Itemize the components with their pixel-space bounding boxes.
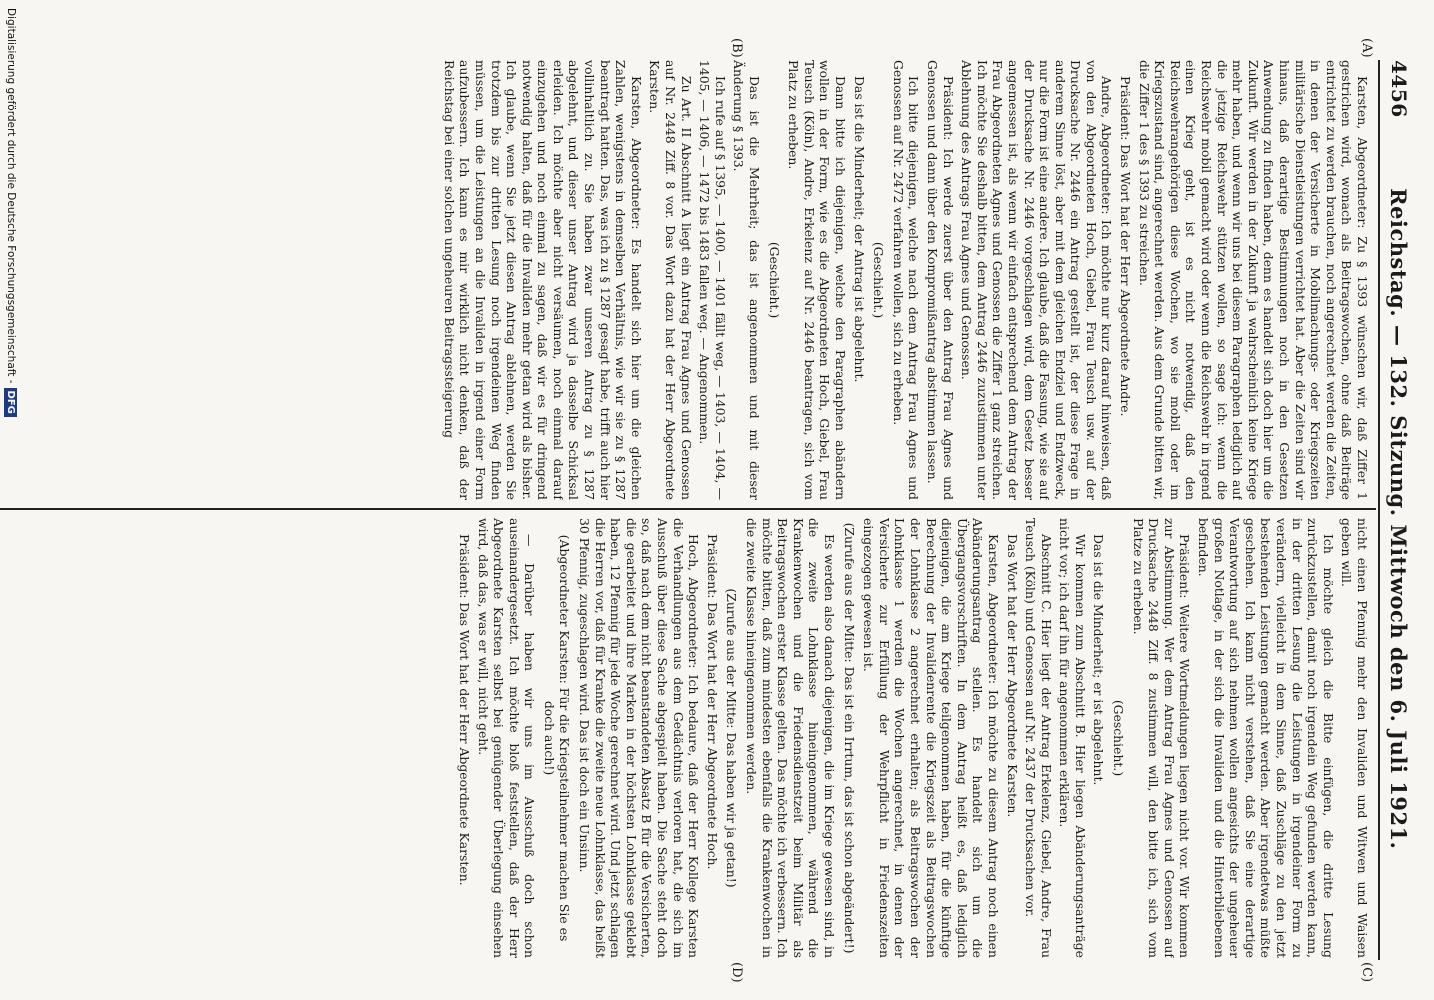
stage-direction: (Zurufe aus der Mitte: Das haben wir ja getan!) [724, 588, 740, 888]
right-text-column [10, 518, 1370, 958]
stage-direction: (Geschieht.) [1111, 699, 1127, 777]
paragraph: Präsident: Das Wort hat der Herr Abgeordnete Andre. [1118, 76, 1134, 417]
paragraph: — Darüber haben wir uns im Ausschuß doch schon auseinandergesetzt. Ich möchte bloß feststellen, daß der Herr Abgeordnete Karsten selbst bei genügender Überlegung einsehen wird, daß das, was er will, nicht geht. [475, 518, 538, 958]
paragraph: Ich rufe auf § 1395, — 1400, — 1401 fällt weg, — 1403, — 1404, — 1405, — 1406, — 1472 bis 1483 fallen weg. — Angenommen. [697, 60, 728, 500]
paragraph: Wir kommen zum Abschnitt B. Hier liegen Abänderungsanträge nicht vor; ich darf ihn für angenommen erklären. [1057, 518, 1088, 958]
paragraph: Andre, Abgeordneter: Ich möchte nur kurz darauf hinweisen, daß von den Abgeordneten Hoch, Giebel, Frau Teusch usw. auf der Drucksache Nr. 2446 ein Antrag gestellt ist, der diese Frage in anderem Sinne löst, aber mit dem gleichen Endziel und Endzweck, nur die Form ist eine andere. Ich glaube, daß die Fassung, wie sie auf der Drucksache Nr. 2446 vorgeschlagen wird, dem Gesetz besser angemessen ist, als wenn wir einfach entsprechend dem Antrag der Frau Abgeordneten Agnes und Genossen die Ziffer 1 ganz streichen. Ich möchte Sie deshalb bitten, dem Antrag 2446 zuzustimmen unter Ablehnung des Antrags Frau Agnes und Genossen. [959, 60, 1115, 500]
page-title: Reichstag. — 132. Sitzung. Mittwoch den 6. Juli 1921. [1386, 188, 1412, 850]
column-divider [0, 508, 1376, 510]
paragraph: Präsident: Ich werde zuerst über den Antrag Frau Agnes und Genossen und dann über den Kompromißantrag abstimmen lassen. [924, 60, 956, 500]
paragraph: nicht einen Pfennig mehr den Invaliden und Witwen und Waisen geben will. [1339, 518, 1370, 958]
margin-marker-b: (B) [729, 38, 744, 58]
digitization-credit [0, 0, 22, 1000]
left-text-column [10, 60, 1370, 500]
stage-direction: (Geschieht.) [766, 241, 782, 319]
page-header [1382, 60, 1416, 960]
margin-marker-a: (A) [1359, 38, 1374, 58]
paragraph: Das ist die Mehrheit; das ist angenommen und mit dieser Änderung § 1393. [731, 60, 763, 500]
paragraph: Hoch, Abgeordneter: Ich bedaure, daß der Herr Kollege Karsten die Verhandlungen aus dem Gedächtnis verloren hat, die sich im Ausschuß über diese Sache abgespielt haben. Die Sache steht doch so, daß nach dem nicht beanstandeten Absatz B für die Versicherten, die gearbeitet und ihre Marken in der höchsten Lohnklasse geklebt haben, 12 Pfennig für jede Woche gerechnet wird. Und jetzt schlagen die Herren vor, daß für Kranke die zweite neue Lohnklasse, das heißt 30 Pfennig, zugeschlagen wird. Das ist doch ein Unsinn. [577, 518, 702, 958]
paragraph: Das Wort hat der Herr Abgeordnete Karsten. [1004, 534, 1020, 818]
paragraph: Das ist die Minderheit; er ist abgelehnt. [1091, 534, 1107, 786]
stage-direction: (Abgeordneter Karsten: Für die Kriegsteilnehmer machen Sie es doch auch!) [541, 534, 573, 942]
margin-marker-d: (D) [729, 962, 744, 983]
paragraph: Ich möchte gleich die Bitte einfügen, die dritte Lesung zurückzustellen, damit noch irgendein Weg gefunden werden kann, in der dritten Lesung die Leistungen in irgendeiner Form zu verändern, vielleicht in dem Sinne, daß Zuschläge zu den jetzt bestehenden Leistungen gemacht werden. Aber irgendetwas müßte geschehen. Ich kann nicht verstehen, daß Sie eine derartige Verantwortung auf sich nehmen wollen angesichts der ungeheuer großen Notlage, in der sich die Invaliden und die Hinterbliebenen befinden. [1196, 518, 1336, 958]
header-rule [1378, 60, 1380, 960]
dfg-logo: DFG [5, 388, 18, 417]
stage-direction: (Geschieht.) [871, 241, 887, 319]
stage-direction: (Zurufe aus der Mitte: Das ist ein Irrtum, das ist schon abgeändert!) [841, 522, 857, 954]
paragraph: Das ist die Minderheit; der Antrag ist abgelehnt. [851, 76, 867, 383]
page-number: 4456 [1387, 60, 1411, 118]
margin-marker-c: (C) [1359, 962, 1374, 983]
paragraph: Präsident: Das Wort hat der Herr Abgeordnete Karsten. [456, 534, 472, 886]
paragraph: Karsten, Abgeordneter: Ich möchte zu diesem Antrag noch einen Abänderungsantrag stellen. Es handelt sich um die Übergangsvorschriften. In dem Antrag heißt es, daß lediglich diejenigen, die am Kriege teilgenommen haben, für die künftige Berechnung der Invalidenrente die Kriegszeit als Beitragswochen der Lohnklasse 2 angerechnet erhalten; als Beitragswochen der Lohnklasse 1 werden die Wochen angerechnet, in denen der Versicherte zur Erfüllung der Wehrpflicht in Friedenszeiten eingezogen gewesen ist. [861, 518, 1001, 958]
paragraph: Karsten, Abgeordneter: Zu § 1393 wünschen wir, daß Ziffer 1 gestrichen wird, wonach als Beitragswochen, ohne daß Beiträge entrichtet zu werden brauchen, noch angerechnet werden die Zeiten, in denen der Versicherte in Mobilmachungs- oder Kriegszeiten militärische Dienstleistungen verrichtet hat. Aber die Zeiten sind wir hinaus, daß derartige Bestimmungen noch in den Gesetzen Anwendung zu finden haben, denn es handelt sich doch hier um die Zukunft. Wir werden in der Zukunft ja wahrscheinlich keine Kriege mehr haben, und wenn wir uns bei diesem Paragraphen lediglich auf die jetzige Reichswehr stützen wollen, so sage ich: wenn die Reichswehr mobil gemacht wird oder wenn die Reichswehr in irgend einen Krieg geht, ist es nicht notwendig, daß den Reichswehrangehörigen diese Wochen, wo sie mobil oder im Kriegszustand sind, angerechnet werden. Aus dem Grunde bitten wir, die Ziffer 1 des § 1393 zu streichen. [1136, 60, 1370, 500]
paragraph: Präsident: Weitere Wortmeldungen liegen nicht vor. Wir kommen zur Abstimmung. Wer dem Antrag Frau Agnes und Genossen auf Drucksache 2448 Ziff. 8 zustimmen will, den bitte ich, sich vom Platze zu erheben. [1130, 518, 1193, 958]
credit-text: Digitalisierung gefördert durch die Deutsche Forschungsgemeinschaft - [5, 8, 17, 384]
paragraph: Es werden also danach diejenigen, die im Kriege gewesen sind, in die zweite Lohnklasse hineingenommen, während die Krankenwochen und die Friedensdienstzeit beim Militär als Beitragswochen erster Klasse gelten. Das möchte ich verbessern. Ich möchte bitten, daß zum mindesten ebenfalls die Krankenwochen in die zweite Klasse hineingenommen werden. [744, 518, 837, 958]
paragraph: Abschnitt C. Hier liegt der Antrag Erkelenz, Giebel, Andre, Frau Teusch (Köln) und Genossen auf Nr. 2437 der Drucksachen vor. [1023, 518, 1054, 958]
paragraph: Präsident: Das Wort hat der Herr Abgeordnete Hoch. [704, 534, 720, 870]
paragraph: Ich bitte diejenigen, welche nach dem Antrag Frau Agnes und Genossen auf Nr. 2472 verfahren wollen, sich zu erheben. [890, 60, 922, 500]
paragraph: Zu Art. II Abschnitt A liegt ein Antrag Frau Agnes und Genossen auf Nr. 2448 Ziff. 8 vor. Das Wort dazu hat der Herr Abgeordnete Karsten. [647, 60, 694, 500]
paragraph: Dann bitte ich diejenigen, welche den Paragraphen abändern wollen in der Form, wie es die Abgeordneten Hoch, Giebel, Frau Teusch (Köln), Andre, Erkelenz auf Nr. 2446 beantragen, sich vom Platz zu erheben. [786, 60, 848, 500]
paragraph: Karsten, Abgeordneter: Es handelt sich hier um die gleichen Zahlen, wenigstens in demselben Verhältnis, wie wir sie zu § 1287 beantragt hatten. Das, was ich zu § 1287 gesagt habe, trifft auch hier vollinhaltlich zu. Sie haben zwar unseren Antrag zu § 1287 abgelehnt, und dieser unser Antrag wird ja dasselbe Schicksal erleiden. Ich möchte aber nicht versäumen, noch einmal darauf einzugehen und noch einmal zu sagen, daß wir es für dringend notwendig halten, daß für die Invaliden mehr getan wird als bisher. Ich glaube, wenn Sie jetzt diesen Antrag ablehnen, werden Sie trotzdem bis zur dritten Lesung noch irgendeinen Weg finden müssen, um die Leistungen an die Invaliden in irgend einer Form aufzubessern. Ich kann es mir wirklich nicht denken, daß der Reichstag bei einer solchen ungeheuren Beitragssteigerung [441, 60, 644, 500]
